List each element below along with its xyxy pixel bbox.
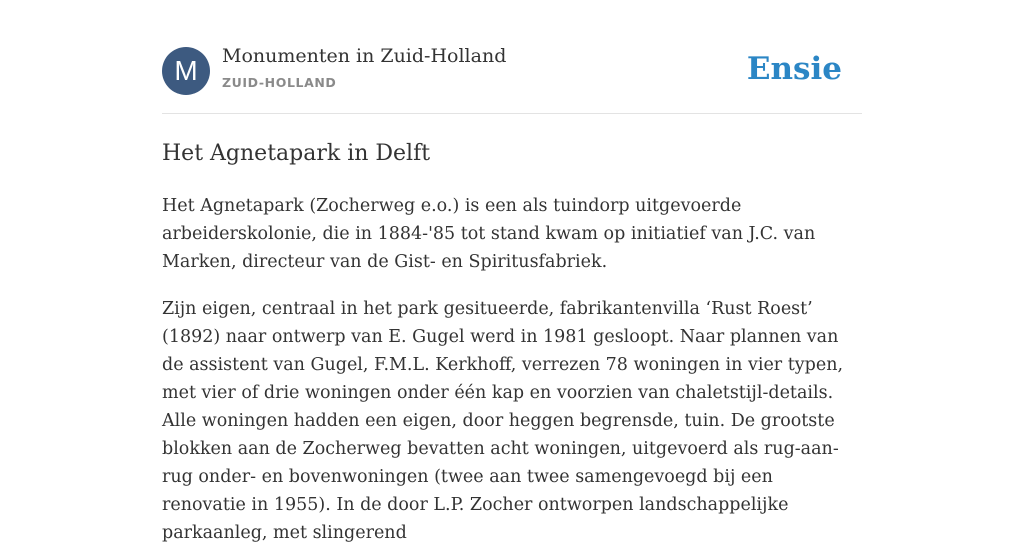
- article-title: Het Agnetapark in Delft: [162, 141, 431, 166]
- avatar[interactable]: M: [162, 47, 210, 95]
- header: [162, 0, 862, 114]
- publication-title[interactable]: Monumenten in Zuid-Holland: [222, 45, 507, 67]
- page: [162, 0, 862, 547]
- paragraph-1: Het Agnetapark (Zocherweg e.o.) is een als tuindorp uitgevoerde arbeiderskolonie, die in 1884-'85 tot stand kwam op initiatief van J.C. van Marken, directeur van de Gist- en Spiritusfabriek.: [162, 196, 816, 272]
- brand-logo[interactable]: Ensie: [746, 51, 842, 87]
- publication-subtitle: ZUID-HOLLAND: [222, 75, 337, 90]
- paragraph-2: Zijn eigen, centraal in het park gesitueerde, fabrikantenvilla ‘Rust Roest’ (1892) naar ontwerp van E. Gugel werd in 1981 gesloopt. Naar plannen van de assistent van Gugel, F.M.L. Kerkhoff, verrezen 78 woningen in vier typen, met vier of drie woningen onder één kap en voorzien van chaletstijl-details. Alle woningen hadden een eigen, door heggen begrensde, tuin. De grootste blokken aan de Zocherweg bevatten acht woningen, uitgevoerd als rug-aan-rug onder- en bovenwoningen (twee aan twee samengevoegd bij een renovatie in 1955). In de door L.P. Zocher ontworpen landschappelijke parkaanleg, met slingerend: [162, 299, 844, 543]
